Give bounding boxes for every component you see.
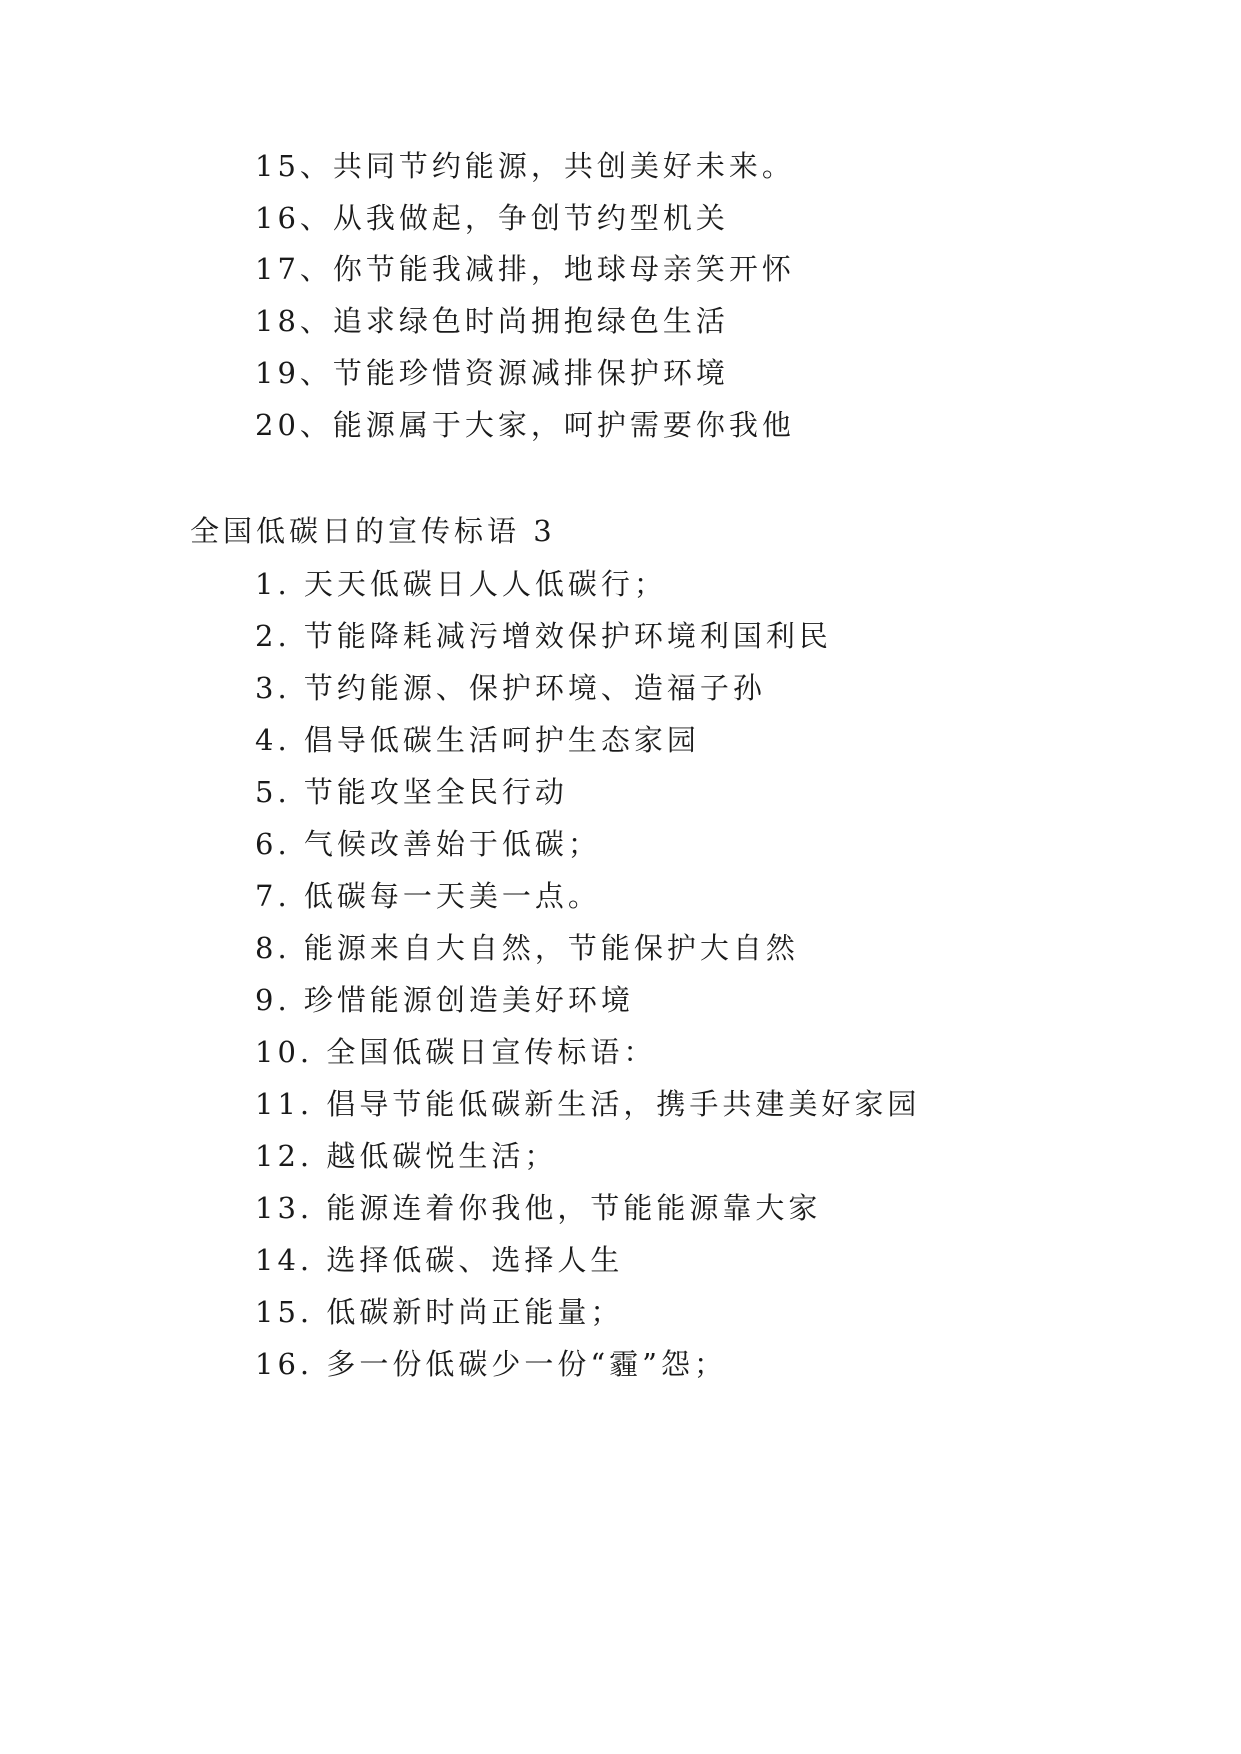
list-item: 6. 气候改善始于低碳； <box>255 827 601 861</box>
list-item: 8. 能源来自大自然，节能保护大自然 <box>255 931 799 965</box>
list-item: 7. 低碳每一天美一点。 <box>255 879 601 913</box>
list-item: 5. 节能攻坚全民行动 <box>255 775 568 809</box>
list-item: 15. 低碳新时尚正能量； <box>255 1295 624 1329</box>
list-item: 10. 全国低碳日宣传标语： <box>255 1035 657 1069</box>
section-heading: 全国低碳日的宣传标语 3 <box>190 514 556 548</box>
list-item: 15、共同节约能源，共创美好未来。 <box>255 149 795 183</box>
list-item: 18、追求绿色时尚拥抱绿色生活 <box>255 304 729 338</box>
list-item: 1. 天天低碳日人人低碳行； <box>255 567 667 601</box>
list-item: 12. 越低碳悦生活； <box>255 1139 558 1173</box>
list-item: 17、你节能我减排，地球母亲笑开怀 <box>255 252 795 286</box>
list-item: 3. 节约能源、保护环境、造福子孙 <box>255 671 766 705</box>
list-item: 13. 能源连着你我他，节能能源靠大家 <box>255 1191 822 1225</box>
list-item: 4. 倡导低碳生活呵护生态家园 <box>255 723 700 757</box>
list-item: 14. 选择低碳、选择人生 <box>255 1243 624 1277</box>
list-item: 11. 倡导节能低碳新生活，携手共建美好家园 <box>255 1087 921 1121</box>
list-item: 9. 珍惜能源创造美好环境 <box>255 983 634 1017</box>
list-item: 16. 多一份低碳少一份“霾”怨； <box>255 1347 727 1381</box>
list-item: 2. 节能降耗减污增效保护环境利国利民 <box>255 619 832 653</box>
list-item: 16、从我做起，争创节约型机关 <box>255 201 729 235</box>
list-item: 19、节能珍惜资源减排保护环境 <box>255 356 729 390</box>
list-item: 20、能源属于大家，呵护需要你我他 <box>255 408 795 442</box>
